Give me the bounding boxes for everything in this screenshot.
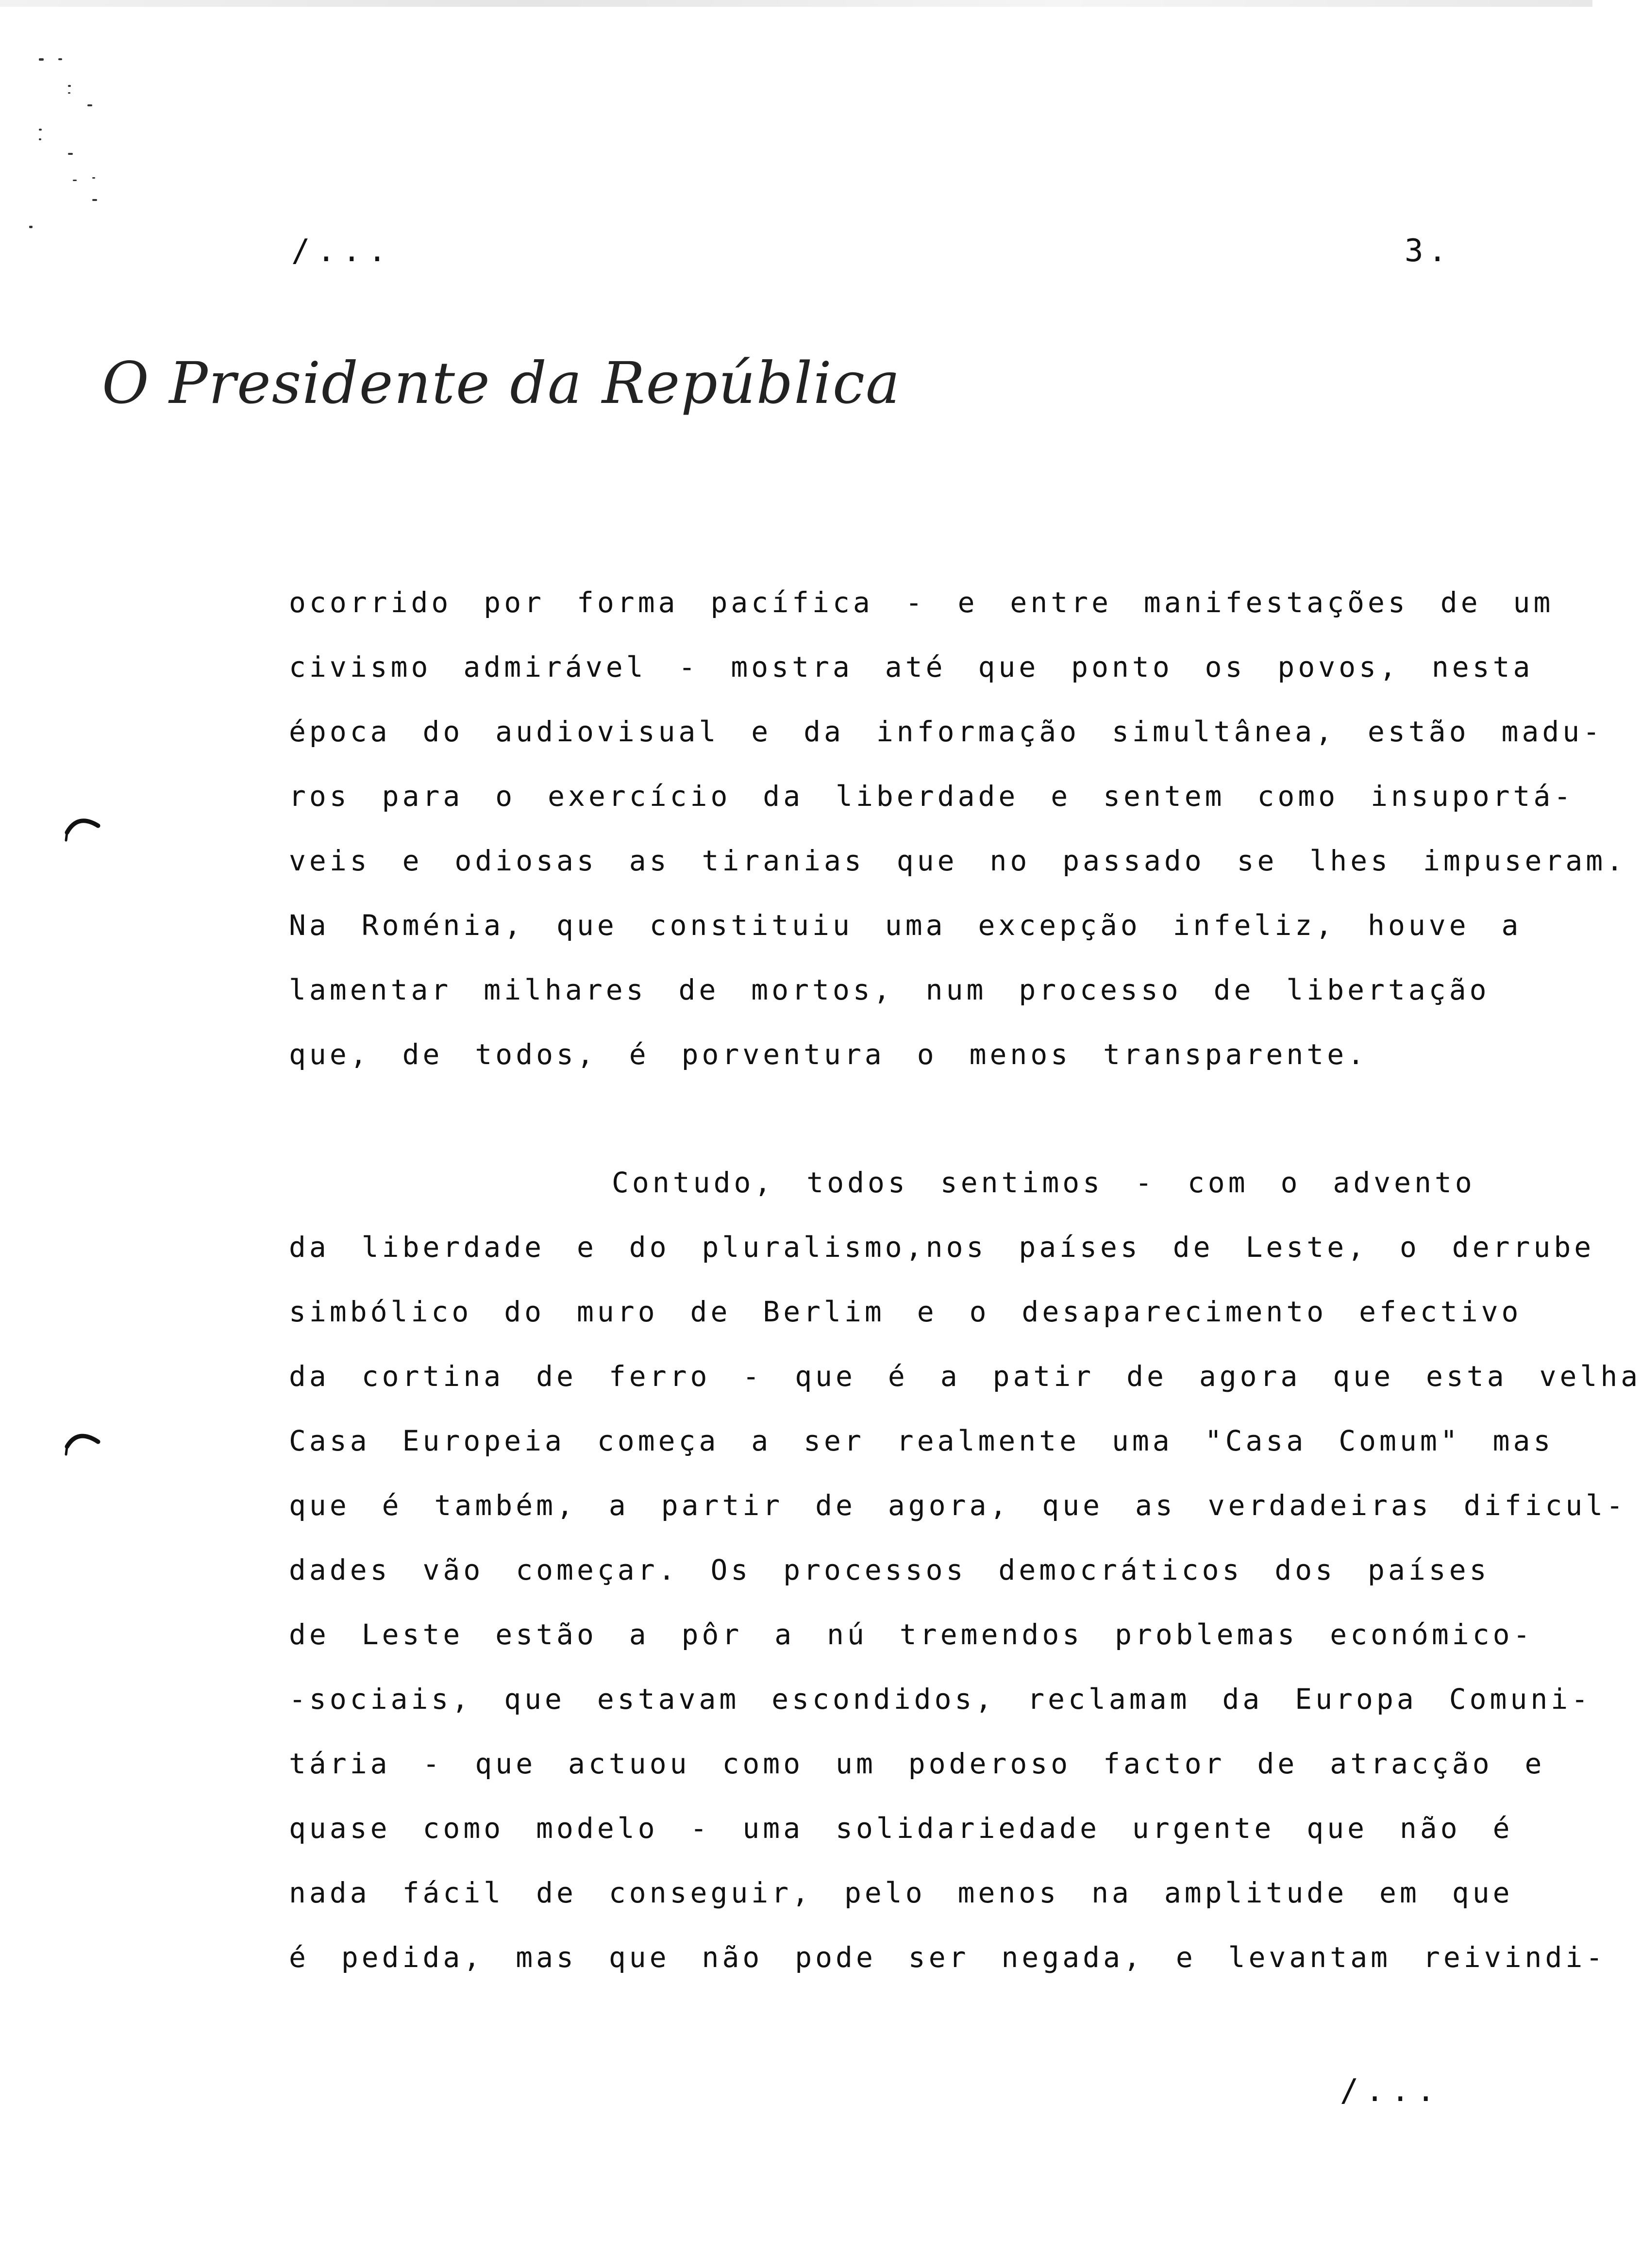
punch-hole-mark-top <box>63 803 102 842</box>
text-line: quase como modelo - uma solidariedade urgente que não é <box>289 1812 1513 1845</box>
text-line: que, de todos, é porventura o menos transparente. <box>289 1038 1368 1071</box>
letterhead-title: O Presidente da República <box>102 350 901 417</box>
text-line: Na Roménia, que constituiu uma excepção infeliz, houve a <box>289 909 1522 942</box>
punch-hole-mark-bottom <box>63 1418 102 1456</box>
text-line: civismo admirável - mostra até que ponto os povos, nesta <box>289 650 1534 684</box>
paragraph-1 <box>289 570 1627 1087</box>
text-line: ros para o exercício da liberdade e sentem como insuportá- <box>289 780 1574 813</box>
text-line: -sociais, que estavam escondidos, reclamam da Europa Comuni- <box>289 1683 1592 1716</box>
text-line: nada fácil de conseguir, pelo menos na amplitude em que <box>289 1876 1513 1909</box>
footer-continuation-mark: /... <box>1340 2073 1442 2109</box>
text-line: é pedida, mas que não pode ser negada, e levantam reivindi- <box>289 1941 1607 1974</box>
text-line: tária - que actuou como um poderoso factor de atracção e <box>289 1747 1545 1780</box>
page-number: 3. <box>1404 233 1452 269</box>
text-line: ocorrido por forma pacífica - e entre manifestações de um <box>289 586 1554 619</box>
text-line: lamentar milhares de mortos, num processo de libertação <box>289 973 1490 1006</box>
text-line: época do audiovisual e da informação simultânea, estão madu- <box>289 715 1604 748</box>
text-line: de Leste estão a pôr a nú tremendos problemas económico- <box>289 1618 1534 1651</box>
text-line: Casa Europeia começa a ser realmente uma "Casa Comum" mas <box>289 1424 1554 1457</box>
header-continuation-mark: /... <box>291 233 394 269</box>
text-line: dades vão começar. Os processos democráticos dos países <box>289 1553 1490 1586</box>
scan-edge-noise <box>0 0 1592 7</box>
text-line: simbólico do muro de Berlim e o desaparecimento efectivo <box>289 1295 1522 1328</box>
paragraph-2 <box>289 1151 1641 1990</box>
text-line: da cortina de ferro - que é a patir de agora que esta velha <box>289 1360 1641 1393</box>
text-line: que é também, a partir de agora, que as verdadeiras dificul- <box>289 1489 1627 1522</box>
text-line: da liberdade e do pluralismo,nos países de Leste, o derrube <box>289 1231 1595 1264</box>
text-line: veis e odiosas as tiranias que no passado se lhes impuseram. <box>289 844 1627 877</box>
scan-speckles <box>19 44 126 248</box>
text-line: Contudo, todos sentimos - com o advento <box>612 1166 1475 1199</box>
